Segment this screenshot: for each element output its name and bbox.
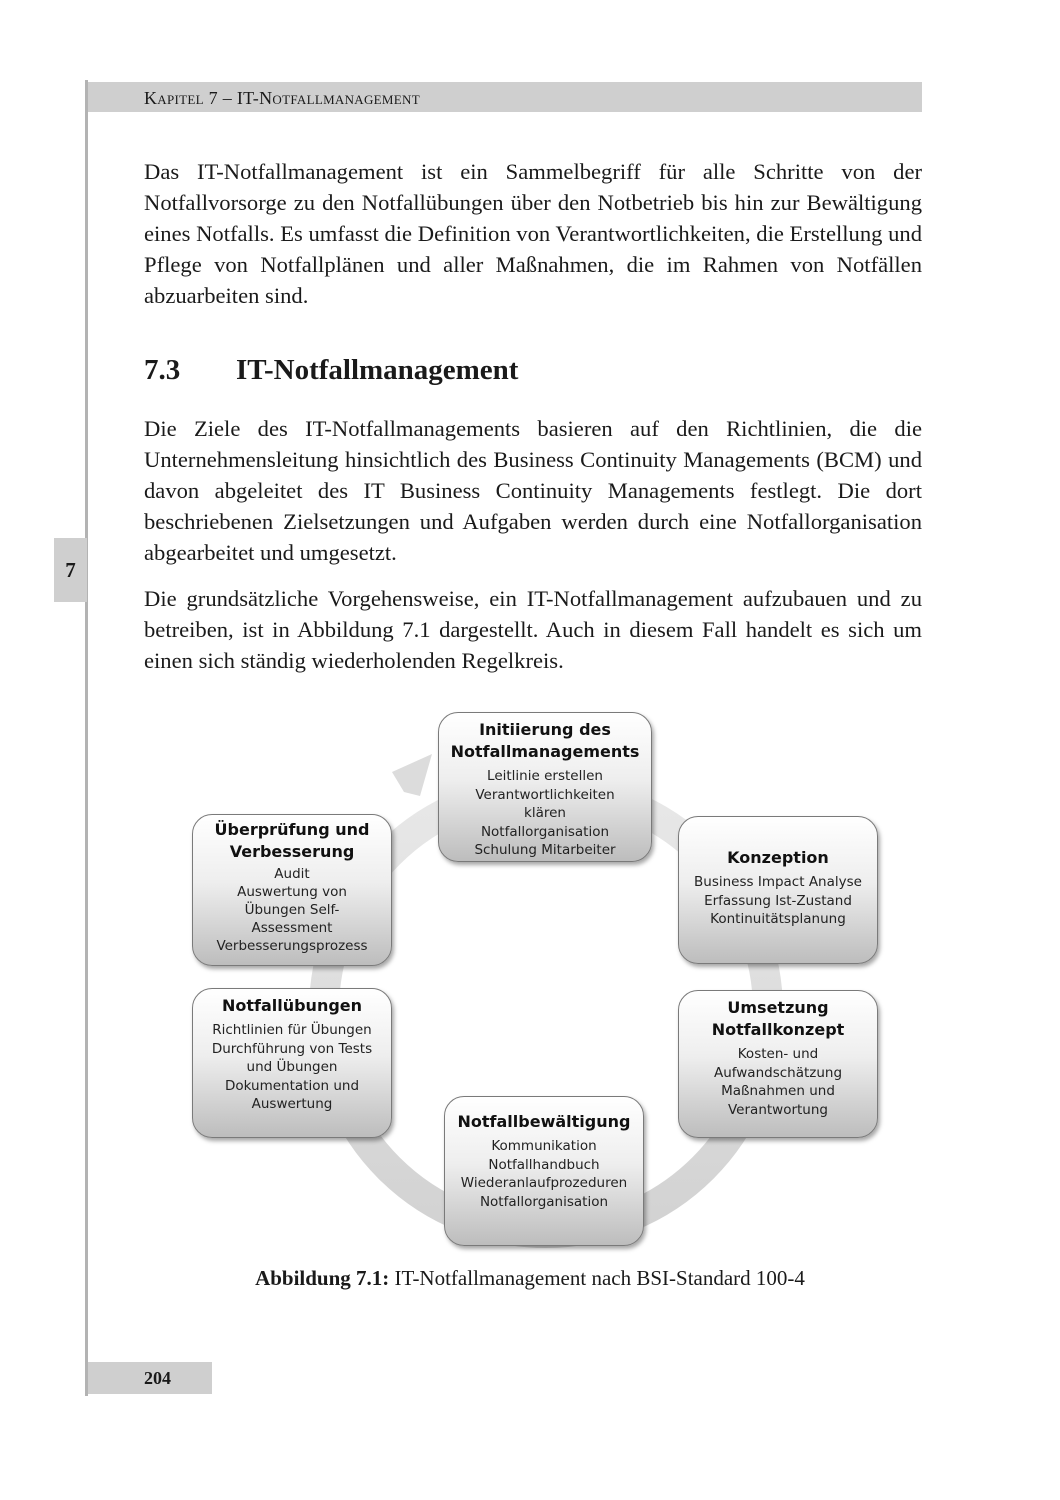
box-item: Maßnahmen und (721, 1083, 835, 1099)
box-initiierung (438, 712, 652, 862)
box-items (445, 767, 645, 860)
section-number: 7.3 (144, 354, 181, 386)
box-items (685, 1045, 871, 1119)
figure-caption-text: IT-Notfallmanagement nach BSI-Standard 100-4 (389, 1266, 805, 1290)
box-item: Notfallorganisation (479, 1193, 609, 1210)
figure-caption-label: Abbildung 7.1: (255, 1266, 390, 1290)
intro-paragraph: Das IT-Notfallmanagement ist ein Sammelbegriff für alle Schritte von der Notfallvorsorge zu den Notfallübungen über den Notbetrieb bis hin zur Bewältigung eines Notfalls. Es umfasst die Definition von Verantwortlichkeiten, die Erstellung und Pflege von Notfallplänen und aller Maßnahmen, die im Rahmen von Notfällen abzuarbeiten sind. (144, 159, 922, 308)
box-items (685, 873, 871, 929)
box-item: Durchführung von Tests (211, 1040, 373, 1057)
section-title: IT-Notfallmanagement (236, 354, 519, 386)
box-title: Initiierung des Notfallmanagements (450, 720, 640, 761)
box-title: Notfallbewältigung (457, 1112, 631, 1131)
box-item: Business Impact Analyse (694, 874, 862, 890)
page-margin-rule (85, 80, 88, 1396)
box-items (451, 1137, 637, 1211)
box-item: Auswertung von (237, 884, 347, 900)
cycle-diagram (180, 706, 890, 1254)
running-header-title: Kapitel 7 – IT-Notfallmanagement (144, 88, 420, 108)
box-item: klären (524, 805, 566, 821)
box-item: Leitlinie erstellen (487, 768, 603, 784)
chapter-thumb-tab: 7 (54, 538, 87, 602)
box-item: Kommunikation (491, 1138, 597, 1154)
box-item: Übungen Self- (244, 902, 340, 918)
box-item: Kosten- und (737, 1046, 819, 1062)
figure-caption (0, 1266, 1060, 1291)
box-ueberpruefung (192, 814, 392, 966)
page-number-bar (88, 1362, 212, 1394)
box-item: Richtlinien für Übungen (212, 1022, 372, 1038)
box-item: Erfassung Ist-Zustand (704, 892, 852, 909)
box-item: Verbesserungsprozess (216, 938, 368, 954)
box-item: Notfallorganisation (480, 823, 610, 840)
box-umsetzung (678, 990, 878, 1138)
box-title: Konzeption (727, 848, 829, 867)
box-item: und Übungen (246, 1059, 338, 1075)
section-paragraph-1: Die Ziele des IT-Notfallmanagements basieren auf den Richtlinien, die die Unternehmensleitung hinsichtlich des Business Continuity Managements (BCM) und davon abgeleitet des IT Business Continuity Managements festlegt. Die dort beschriebenen Zielsetzungen und Aufgaben werden durch eine Notfallorganisation abgearbeitet und umgesetzt. (144, 416, 922, 565)
section-paragraph-2: Die grundsätzliche Vorgehensweise, ein IT-Notfallmanagement aufzubauen und zu betreiben, ist in Abbildung 7.1 dargestellt. Auch in diesem Fall handelt es sich um einen sich ständig wiederholenden Regelkreis. (144, 586, 922, 673)
box-item: Dokumentation und (224, 1077, 360, 1094)
box-items (199, 865, 385, 955)
page-number: 204 (144, 1368, 171, 1388)
box-konzeption (678, 816, 878, 964)
section-heading (144, 354, 518, 387)
box-item: Verantwortung (728, 1101, 828, 1118)
box-item: Wiederanlaufprozeduren (460, 1175, 628, 1191)
box-title: Umsetzung Notfallkonzept (711, 998, 845, 1039)
box-item: Kontinuitätsplanung (710, 911, 846, 927)
running-header (88, 82, 922, 112)
box-items (199, 1021, 385, 1114)
box-item: Aufwandschätzung (713, 1064, 843, 1081)
box-title: Überprüfung und Verbesserung (214, 820, 370, 861)
box-item: Schulung Mitarbeiter (474, 842, 616, 858)
box-notfalluebungen (192, 988, 392, 1138)
box-item: Notfallhandbuch (488, 1156, 600, 1173)
box-title: Notfallübungen (221, 996, 363, 1015)
box-item: Verantwortlichkeiten (475, 786, 615, 803)
cycle-arrow-head (392, 754, 432, 796)
box-item: Assessment (251, 920, 333, 936)
box-item: Auswertung (251, 1096, 333, 1112)
box-item: Audit (274, 866, 310, 882)
box-notfallbewaeltigung (444, 1096, 644, 1246)
